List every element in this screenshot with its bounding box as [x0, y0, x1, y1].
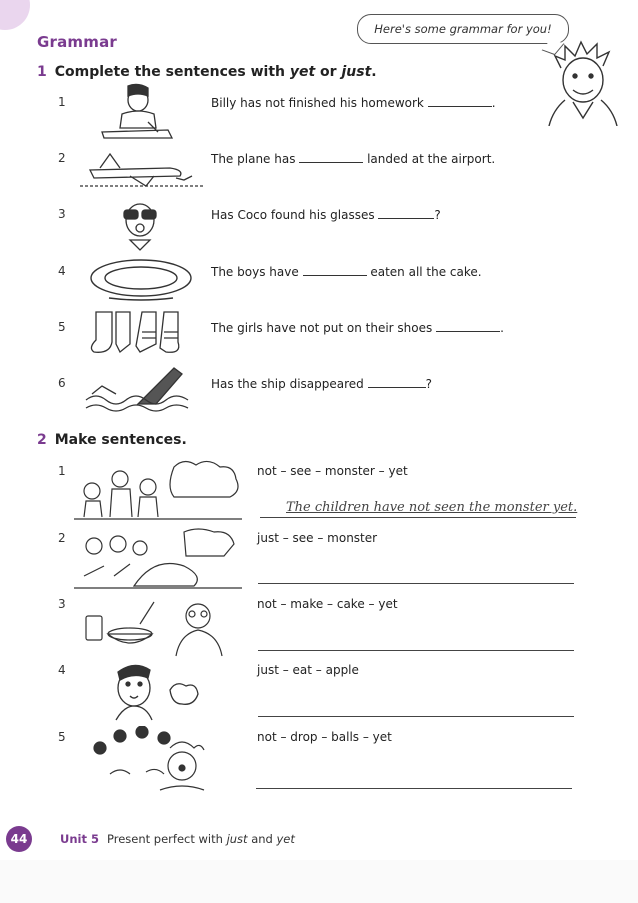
unit-label: Unit 5: [60, 832, 99, 846]
exercise-1-sentence-4: [211, 264, 482, 279]
section-label: Grammar: [37, 33, 118, 51]
boy-eating-apple-icon: [104, 660, 204, 722]
airplane-landing-icon: [80, 148, 204, 190]
exercise-2-prompt-5: not – drop – balls – yet: [257, 730, 392, 744]
instruction-just: just: [341, 64, 372, 80]
answer-line[interactable]: [258, 583, 574, 584]
exercise-1-sentence-2: [211, 151, 495, 166]
boy-doing-homework-icon: [98, 82, 176, 140]
grandma-making-cake-icon: [80, 594, 226, 658]
item-number: 2: [58, 531, 66, 545]
answer-line[interactable]: [258, 650, 574, 651]
sentence-text: .: [491, 96, 496, 110]
exercise-2-prompt-2: just – see – monster: [257, 531, 378, 545]
item-number: 3: [58, 597, 66, 611]
bottom-band: [0, 860, 638, 903]
item-number: 2: [58, 151, 66, 165]
topic-part: and: [247, 832, 277, 846]
instruction-yet: yet: [289, 64, 316, 80]
sentence-text: eaten all the cake.: [366, 265, 482, 279]
item-number: 1: [58, 464, 66, 478]
socks-no-shoes-icon: [86, 308, 190, 358]
answer-gap[interactable]: [299, 151, 363, 163]
answer-gap[interactable]: [428, 95, 492, 107]
children-see-monster-icon: [74, 526, 242, 590]
answer-line[interactable]: [256, 788, 572, 789]
exercise-2-prompt-4: just – eat – apple: [257, 663, 359, 677]
topic-yet: yet: [276, 832, 295, 846]
exercise-2-heading: [37, 432, 187, 448]
answer-gap[interactable]: [436, 320, 500, 332]
exercise-1-sentence-3: [211, 207, 441, 222]
sinking-ship-icon: [82, 364, 192, 416]
answer-gap[interactable]: [303, 264, 367, 276]
instruction-text: Make sentences.: [54, 432, 187, 448]
page-corner-tab: [0, 0, 30, 30]
exercise-1-sentence-5: [211, 320, 504, 335]
item-number: 1: [58, 95, 66, 109]
sentence-text: The girls have not put on their shoes: [211, 321, 437, 335]
instruction-part: or: [315, 64, 342, 80]
exercise-1-sentence-1: [211, 95, 496, 110]
footer-text: [60, 832, 295, 846]
exercise-1-heading: [37, 64, 377, 80]
example-answer: The children have not seen the monster yet.: [286, 500, 578, 515]
sentence-text: Billy has not finished his homework: [211, 96, 428, 110]
topic-part: Present perfect with: [106, 832, 227, 846]
sentence-text: Has Coco found his glasses: [211, 208, 379, 222]
instruction-part: Complete the sentences with: [54, 64, 290, 80]
instruction-part: .: [371, 64, 377, 80]
item-number: 5: [58, 320, 66, 334]
item-number: 4: [58, 264, 66, 278]
mascot-boy-icon: [543, 38, 623, 126]
exercise-1-sentence-6: [211, 376, 432, 391]
item-number: 6: [58, 376, 66, 390]
answer-line[interactable]: [258, 716, 574, 717]
sentence-text: landed at the airport.: [363, 152, 496, 166]
exercise-number: 1: [37, 64, 47, 80]
item-number: 4: [58, 663, 66, 677]
children-in-forest-icon: [74, 457, 242, 523]
sentence-text: .: [500, 321, 504, 335]
topic-just: just: [226, 832, 248, 846]
item-number: 3: [58, 207, 66, 221]
answer-gap[interactable]: [378, 207, 434, 219]
speech-bubble: Here's some grammar for you!: [357, 14, 569, 44]
sentence-text: Has the ship disappeared: [211, 377, 368, 391]
sentence-text: The plane has: [211, 152, 300, 166]
exercise-number: 2: [37, 432, 47, 448]
coco-with-glasses-icon: [116, 196, 164, 254]
exercise-2-prompt-3: not – make – cake – yet: [257, 597, 398, 611]
exercise-2-prompt-1: not – see – monster – yet: [257, 464, 408, 478]
answer-line[interactable]: [260, 517, 576, 518]
sentence-text: ?: [425, 377, 432, 391]
sentence-text: ?: [434, 208, 441, 222]
page-number-badge: 44: [6, 826, 32, 852]
answer-gap[interactable]: [368, 376, 426, 388]
clown-juggling-icon: [90, 726, 218, 792]
empty-plate-icon: [89, 258, 193, 302]
sentence-text: The boys have: [211, 265, 303, 279]
item-number: 5: [58, 730, 66, 744]
